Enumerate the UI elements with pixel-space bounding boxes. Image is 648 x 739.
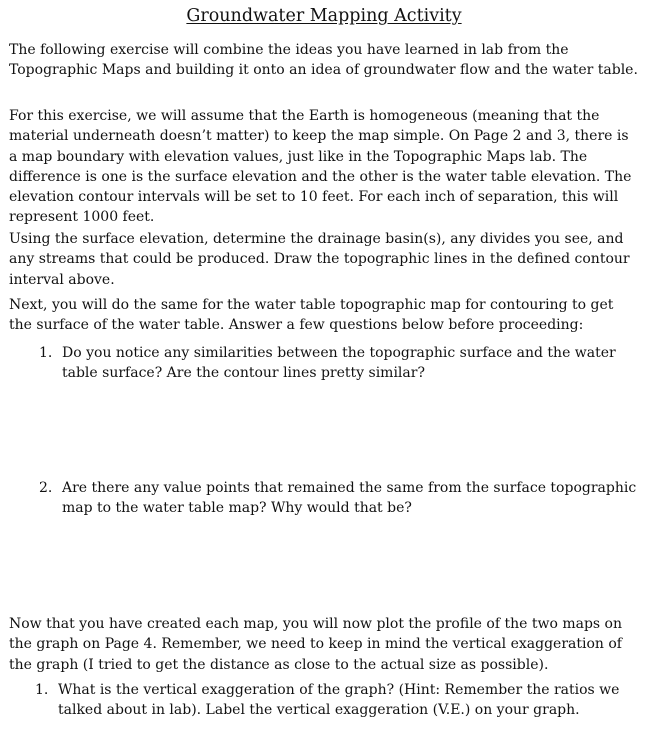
question-similarities [39, 343, 639, 384]
assumptions-paragraph: For this exercise, we will assume that the Earth is homogeneous (meaning that the material underneath doesn’t matter) to keep the map simple. On Page 2 and 3, there is a map boundary with elevation values, just like in the Topographic Maps lab. The difference is one is the surface elevation and the other is the water table elevation. The elevation contour intervals will be set to 10 feet. For each inch of separation, this will represent 1000 feet. [9, 108, 632, 226]
question-number: 1. [35, 682, 49, 698]
question-number: 2. [39, 480, 53, 496]
question-text: Do you notice any similarities between the topographic surface and the water table surface? Are the contour lines pretty similar? [62, 345, 616, 382]
question-number: 1. [39, 345, 53, 361]
water-table-paragraph: Next, you will do the same for the water table topographic map for contouring to get the surface of the water table. Answer a few questions below before proceeding: [9, 297, 614, 334]
question-text: Are there any value points that remained the same from the surface topographic map to the water table map? Why would that be? [62, 480, 637, 517]
surface-elevation-paragraph: Using the surface elevation, determine the drainage basin(s), any divides you see, and any streams that could be produced. Draw the topographic lines in the defined contour interval above. [9, 231, 630, 288]
question-text: What is the vertical exaggeration of the graph? (Hint: Remember the ratios we talked about in lab). Label the vertical exaggeration (V.E.) on your graph. [58, 682, 620, 719]
question-vertical-exaggeration [35, 680, 635, 721]
question-value-points [39, 478, 639, 519]
profile-paragraph: Now that you have created each map, you will now plot the profile of the two maps on the graph on Page 4. Remember, we need to keep in mind the vertical exaggeration of the graph (I tried to get the distance as close to the actual size as possible). [9, 616, 622, 673]
page-title: Groundwater Mapping Activity [186, 6, 462, 26]
intro-paragraph: The following exercise will combine the ideas you have learned in lab from the Topographic Maps and building it onto an idea of groundwater flow and the water table. [9, 42, 638, 79]
